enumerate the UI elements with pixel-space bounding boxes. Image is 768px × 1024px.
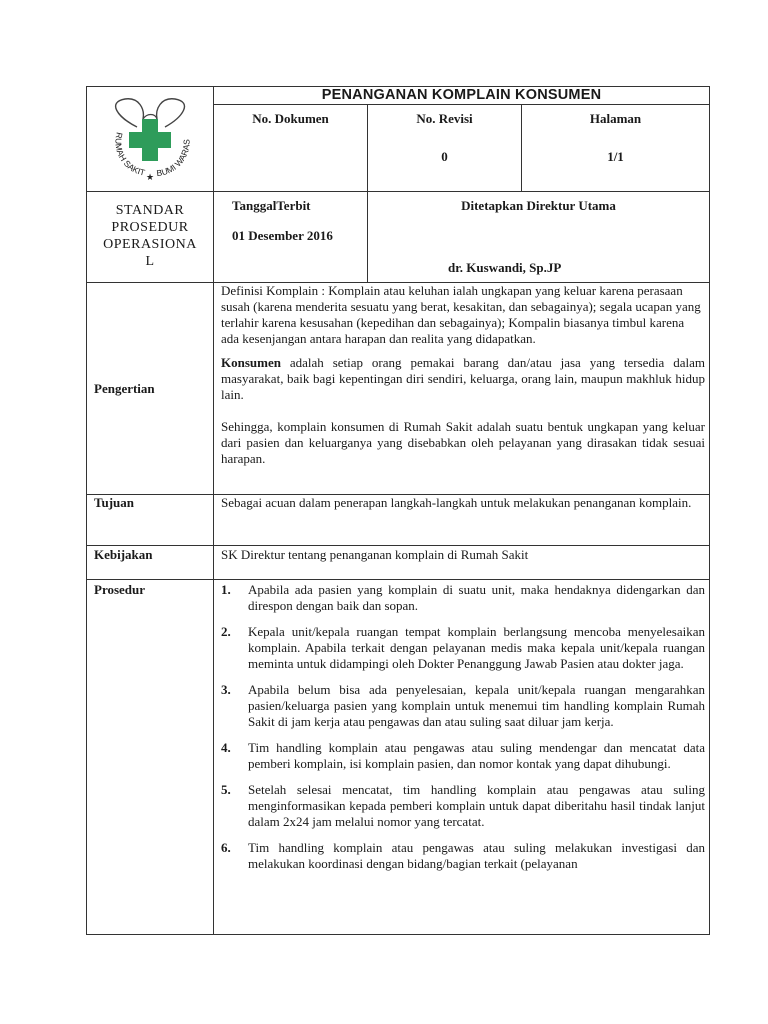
prosedur-step <box>221 582 705 614</box>
no-dokumen-label: No. Dokumen <box>252 110 329 126</box>
prosedur-step <box>221 782 705 830</box>
tanggal-terbit-cell <box>214 192 368 283</box>
tujuan-content: Sebagai acuan dalam penerapan langkah-langkah untuk melakukan penanganan komplain. <box>214 495 710 546</box>
prosedur-step <box>221 624 705 672</box>
kebijakan-content: SK Direktur tentang penanganan komplain di Rumah Sakit <box>214 546 710 580</box>
sop-label-line: OPERASIONA <box>103 237 197 252</box>
document-title: PENANGANAN KOMPLAIN KONSUMEN <box>214 87 710 105</box>
sop-label <box>87 192 214 283</box>
step-number: 6. <box>221 840 231 855</box>
konsumen-definition: adalah setiap orang pemakai barang dan/atau jasa yang tersedia dalam masyarakat, baik bagi kepentingan diri sendiri, keluarga, orang lain, maupun makhluk hidup lain. <box>221 355 705 402</box>
tujuan-label: Tujuan <box>87 495 214 546</box>
pengertian-content <box>214 283 710 495</box>
signatory-name: dr. Kuswandi, Sp.JP <box>448 260 562 275</box>
prosedur-step <box>221 840 705 872</box>
step-number: 2. <box>221 624 231 639</box>
step-text: Setelah selesai mencatat, tim handling komplain atau pengawas atau suling menginformasikan kepada pemberi komplain untuk dapat diberitahu hasil tindak lanjut dalam 2x24 jam melalui nomor yang tercatat. <box>248 782 705 829</box>
sop-label-line: STANDAR <box>115 203 185 218</box>
halaman-cell <box>522 104 710 191</box>
konsumen-term: Konsumen <box>221 355 281 370</box>
logo-text-left: RUMAH SAKIT <box>113 131 147 178</box>
pengertian-paragraph-3: Sehingga, komplain konsumen di Rumah Sakit adalah suatu bentuk ungkapan yang keluar dari pasien dan keluarganya yang disebabkan oleh pelayanan yang dirasakan tidak sesuai harapan. <box>221 419 705 466</box>
cross-horizontal <box>129 132 171 148</box>
step-text: Kepala unit/kepala ruangan tempat komplain berlangsung mencoba menyelesaikan komplain. Apabila terkait dengan pelayanan medis maka kepala unit/kepala ruangan meminta untuk didampingi oleh Dokter Penanggung Jawab Pasien atau dokter jaga. <box>248 624 705 671</box>
no-dokumen-cell <box>214 104 368 191</box>
kebijakan-label: Kebijakan <box>87 546 214 580</box>
step-text: Apabila ada pasien yang komplain di suatu unit, maka hendaknya didengarkan dan direspon dengan baik dan sopan. <box>248 582 705 613</box>
step-number: 3. <box>221 682 231 697</box>
step-text: Tim handling komplain atau pengawas atau suling melakukan investigasi dan melakukan koordinasi dengan bidang/bagian terkait (pelayanan <box>248 840 705 871</box>
step-text: Apabila belum bisa ada penyelesaian, kepala unit/kepala ruangan mengarahkan pasien/keluarga pasien yang komplain untuk menemui tim handling komplain Rumah Sakit di jam kerja atau pengawas dan atau suling saat diluar jam kerja. <box>248 682 705 729</box>
star-icon: ★ <box>145 172 155 182</box>
sop-label-line: PROSEDUR <box>111 220 189 235</box>
no-revisi-value: 0 <box>441 148 448 164</box>
tanggal-terbit-value: 01 Desember 2016 <box>232 228 333 243</box>
halaman-label: Halaman <box>589 110 642 126</box>
hospital-logo-icon <box>87 87 212 186</box>
no-revisi-label: No. Revisi <box>416 110 473 126</box>
halaman-value: 1/1 <box>607 148 624 164</box>
prosedur-content <box>214 580 710 935</box>
sop-document-table <box>86 86 710 935</box>
prosedur-steps <box>221 582 705 872</box>
prosedur-step <box>221 682 705 730</box>
ditetapkan-cell <box>368 192 710 283</box>
step-text: Tim handling komplain atau pengawas atau suling mendengar dan mencatat data pemberi komplain, isi komplain pasien, dan nomor kontak yang dapat dihubungi. <box>248 740 705 771</box>
step-number: 5. <box>221 782 231 797</box>
sop-label-line: L <box>145 254 155 269</box>
no-revisi-cell <box>368 104 522 191</box>
tanggal-terbit-label: TanggalTerbit <box>232 198 311 213</box>
pengertian-label: Pengertian <box>87 283 214 495</box>
prosedur-step <box>221 740 705 772</box>
pengertian-paragraph-1: Definisi Komplain : Komplain atau keluhan ialah ungkapan yang keluar karena perasaan susah (karena menderita sesuatu yang berat, kesakitan, dan sebagainya); segala ucapan yang terlahir karena kesusahan (kepedihan dan sebagainya); Kompalin biasanya timbul karena ada kesenjangan antara harapan dan realita yang didapatkan. <box>221 283 701 346</box>
prosedur-label: Prosedur <box>87 580 214 935</box>
logo-cell <box>87 87 214 192</box>
pengertian-paragraph-2 <box>221 355 705 403</box>
step-number: 4. <box>221 740 231 755</box>
logo-text-right: BUMI WARAS <box>155 139 192 179</box>
step-number: 1. <box>221 582 231 597</box>
ditetapkan-label: Ditetapkan Direktur Utama <box>461 198 616 213</box>
